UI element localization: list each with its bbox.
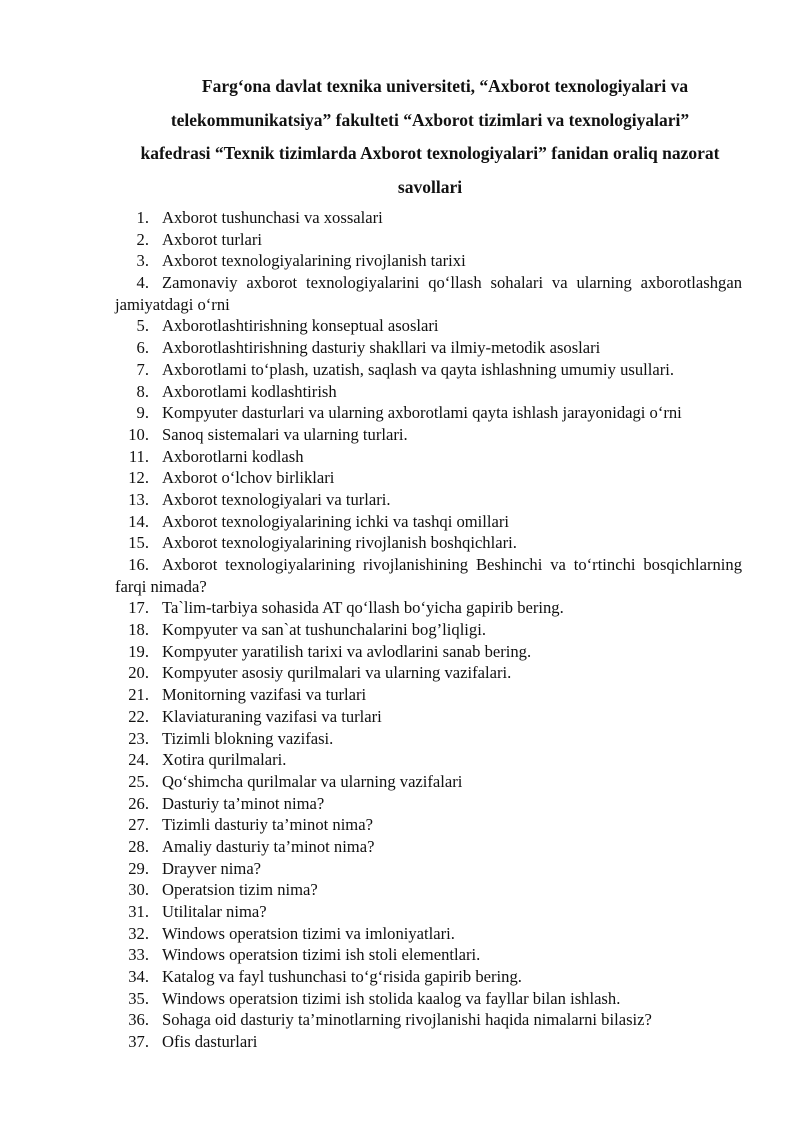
question-text: Dasturiy ta’minot nima? [162, 793, 325, 813]
question-text: Axborot texnologiyalarining rivojlanishining Beshinchi va to‘rtinchi bosqichlarning farqi nimada? [115, 555, 742, 596]
title-line: telekommunikatsiya” fakulteti “Axborot tizimlari va texnologiyalari” [170, 109, 690, 130]
question-item [0, 966, 800, 988]
question-item [0, 381, 800, 403]
question-text: Axborot texnologiyalarining ichki va tashqi omillari [162, 511, 510, 531]
question-text: Windows operatsion tizimi ish stoli elementlari. [162, 945, 481, 965]
question-number: 8. [136, 381, 149, 401]
question-text: Axborot texnologiyalarining rivojlanish boshqichlari. [162, 533, 517, 553]
question-item [0, 315, 800, 337]
question-item [0, 728, 800, 750]
question-number: 16. [128, 555, 149, 575]
question-text: Monitorning vazifasi va turlari [162, 685, 367, 705]
question-number: 9. [136, 403, 149, 423]
question-text: Kompyuter va san`at tushunchalarini bog’liqligi. [162, 620, 486, 640]
question-item [0, 424, 800, 446]
question-item [0, 879, 800, 901]
question-text: Kompyuter yaratilish tarixi va avlodlarini sanab bering. [162, 641, 532, 661]
question-item [0, 836, 800, 858]
question-text: Axborot o‘lchov birliklari [162, 468, 335, 488]
question-item [0, 467, 800, 489]
title-line: Farg‘ona davlat texnika universiteti, “Axborot texnologiyalari va [201, 76, 689, 96]
question-text: Axborotlami to‘plash, uzatish, saqlash va qayta ishlashning umumiy usullari. [162, 359, 675, 379]
question-item [0, 749, 800, 771]
question-number: 6. [136, 338, 149, 358]
question-text: Tizimli blokning vazifasi. [162, 728, 334, 748]
question-item [0, 771, 800, 793]
question-text: Klaviaturaning vazifasi va turlari [162, 706, 382, 726]
question-item [0, 532, 800, 554]
question-number: 4. [136, 273, 149, 293]
question-text: Amaliy dasturiy ta’minot nima? [162, 836, 375, 856]
question-text: Axborotlashtirishning dasturiy shakllari va ilmiy-metodik asoslari [162, 338, 601, 358]
question-number: 15. [128, 533, 149, 553]
question-text: Sanoq sistemalari va ularning turlari. [162, 424, 408, 444]
question-text: Operatsion tizim nima? [162, 880, 318, 900]
question-item [0, 554, 800, 597]
question-text: Axborot tushunchasi va xossalari [162, 208, 383, 227]
question-item [0, 988, 800, 1010]
question-number: 34. [128, 967, 149, 987]
question-item [0, 250, 800, 272]
question-item [0, 944, 800, 966]
question-item [0, 793, 800, 815]
question-number: 10. [128, 424, 149, 444]
question-item [0, 1031, 800, 1053]
question-text: Tizimli dasturiy ta’minot nima? [162, 815, 373, 835]
question-item [0, 489, 800, 511]
question-number: 30. [128, 880, 149, 900]
question-list [0, 207, 800, 1053]
question-number: 22. [128, 706, 149, 726]
question-text: Ta`lim-tarbiya sohasida AT qo‘llash bo‘yicha gapirib bering. [162, 598, 564, 618]
question-item [0, 272, 800, 315]
document-title [110, 70, 750, 204]
question-text: Axborot turlari [162, 229, 263, 249]
question-number: 2. [136, 229, 149, 249]
question-number: 26. [128, 793, 149, 813]
question-number: 21. [128, 685, 149, 705]
question-text: Sohaga oid dasturiy ta’minotlarning rivojlanishi haqida nimalarni bilasiz? [162, 1010, 652, 1030]
question-text: Axborot texnologiyalari va turlari. [162, 489, 391, 509]
question-item [0, 641, 800, 663]
question-number: 33. [128, 945, 149, 965]
question-text: Ofis dasturlari [162, 1032, 258, 1052]
question-text: Kompyuter dasturlari va ularning axborotlami qayta ishlash jarayonidagi o‘rni [162, 403, 682, 423]
question-number: 18. [128, 620, 149, 640]
question-number: 24. [128, 750, 149, 770]
question-number: 14. [128, 511, 149, 531]
title-line: kafedrasi “Texnik tizimlarda Axborot texnologiyalari” fanidan oraliq nazorat [140, 143, 720, 163]
question-text: Zamonaviy axborot texnologiyalarini qo‘llash sohalari va ularning axborotlashgan jamiyatdagi o‘rni [115, 273, 742, 314]
question-text: Katalog va fayl tushunchasi to‘g‘risida gapirib bering. [162, 967, 522, 987]
question-text: Qo‘shimcha qurilmalar va ularning vazifalari [162, 771, 463, 791]
question-number: 25. [128, 771, 149, 791]
question-text: Utilitalar nima? [162, 902, 267, 922]
question-item [0, 207, 800, 229]
title-line: savollari [397, 176, 463, 197]
question-item [0, 359, 800, 381]
question-text: Windows operatsion tizimi va imloniyatlari. [162, 923, 455, 943]
question-text: Axborotlashtirishning konseptual asoslari [162, 316, 439, 336]
question-item [0, 706, 800, 728]
question-number: 11. [128, 446, 149, 466]
question-number: 28. [128, 836, 149, 856]
question-item [0, 402, 800, 424]
question-item [0, 597, 800, 619]
question-number: 32. [128, 923, 149, 943]
question-number: 17. [128, 598, 149, 618]
question-text: Xotira qurilmalari. [162, 750, 287, 770]
question-item [0, 1009, 800, 1031]
question-item [0, 446, 800, 468]
question-text: Kompyuter asosiy qurilmalari va ularning vazifalari. [162, 663, 512, 683]
question-item [0, 814, 800, 836]
question-item [0, 229, 800, 251]
question-item [0, 901, 800, 923]
question-number: 7. [136, 359, 149, 379]
question-item [0, 684, 800, 706]
question-number: 13. [128, 489, 149, 509]
question-item [0, 511, 800, 533]
question-number: 23. [128, 728, 149, 748]
question-number: 29. [128, 858, 149, 878]
question-number: 37. [128, 1032, 149, 1052]
question-item [0, 858, 800, 880]
question-number: 27. [128, 815, 149, 835]
question-number: 12. [128, 468, 149, 488]
question-number: 19. [128, 641, 149, 661]
question-number: 36. [128, 1010, 149, 1030]
question-item [0, 662, 800, 684]
question-text: Drayver nima? [162, 858, 262, 878]
question-number: 5. [136, 316, 149, 336]
question-text: Axborotlami kodlashtirish [162, 381, 337, 401]
question-number: 35. [128, 988, 149, 1008]
question-number: 20. [128, 663, 149, 683]
question-text: Axborotlarni kodlash [162, 446, 304, 466]
question-number: 3. [136, 251, 149, 271]
question-number: 31. [128, 902, 149, 922]
question-item [0, 337, 800, 359]
question-text: Axborot texnologiyalarining rivojlanish tarixi [162, 251, 466, 271]
question-number: 1. [136, 208, 149, 227]
question-item [0, 619, 800, 641]
question-item [0, 923, 800, 945]
question-text: Windows operatsion tizimi ish stolida kaalog va fayllar bilan ishlash. [162, 988, 621, 1008]
